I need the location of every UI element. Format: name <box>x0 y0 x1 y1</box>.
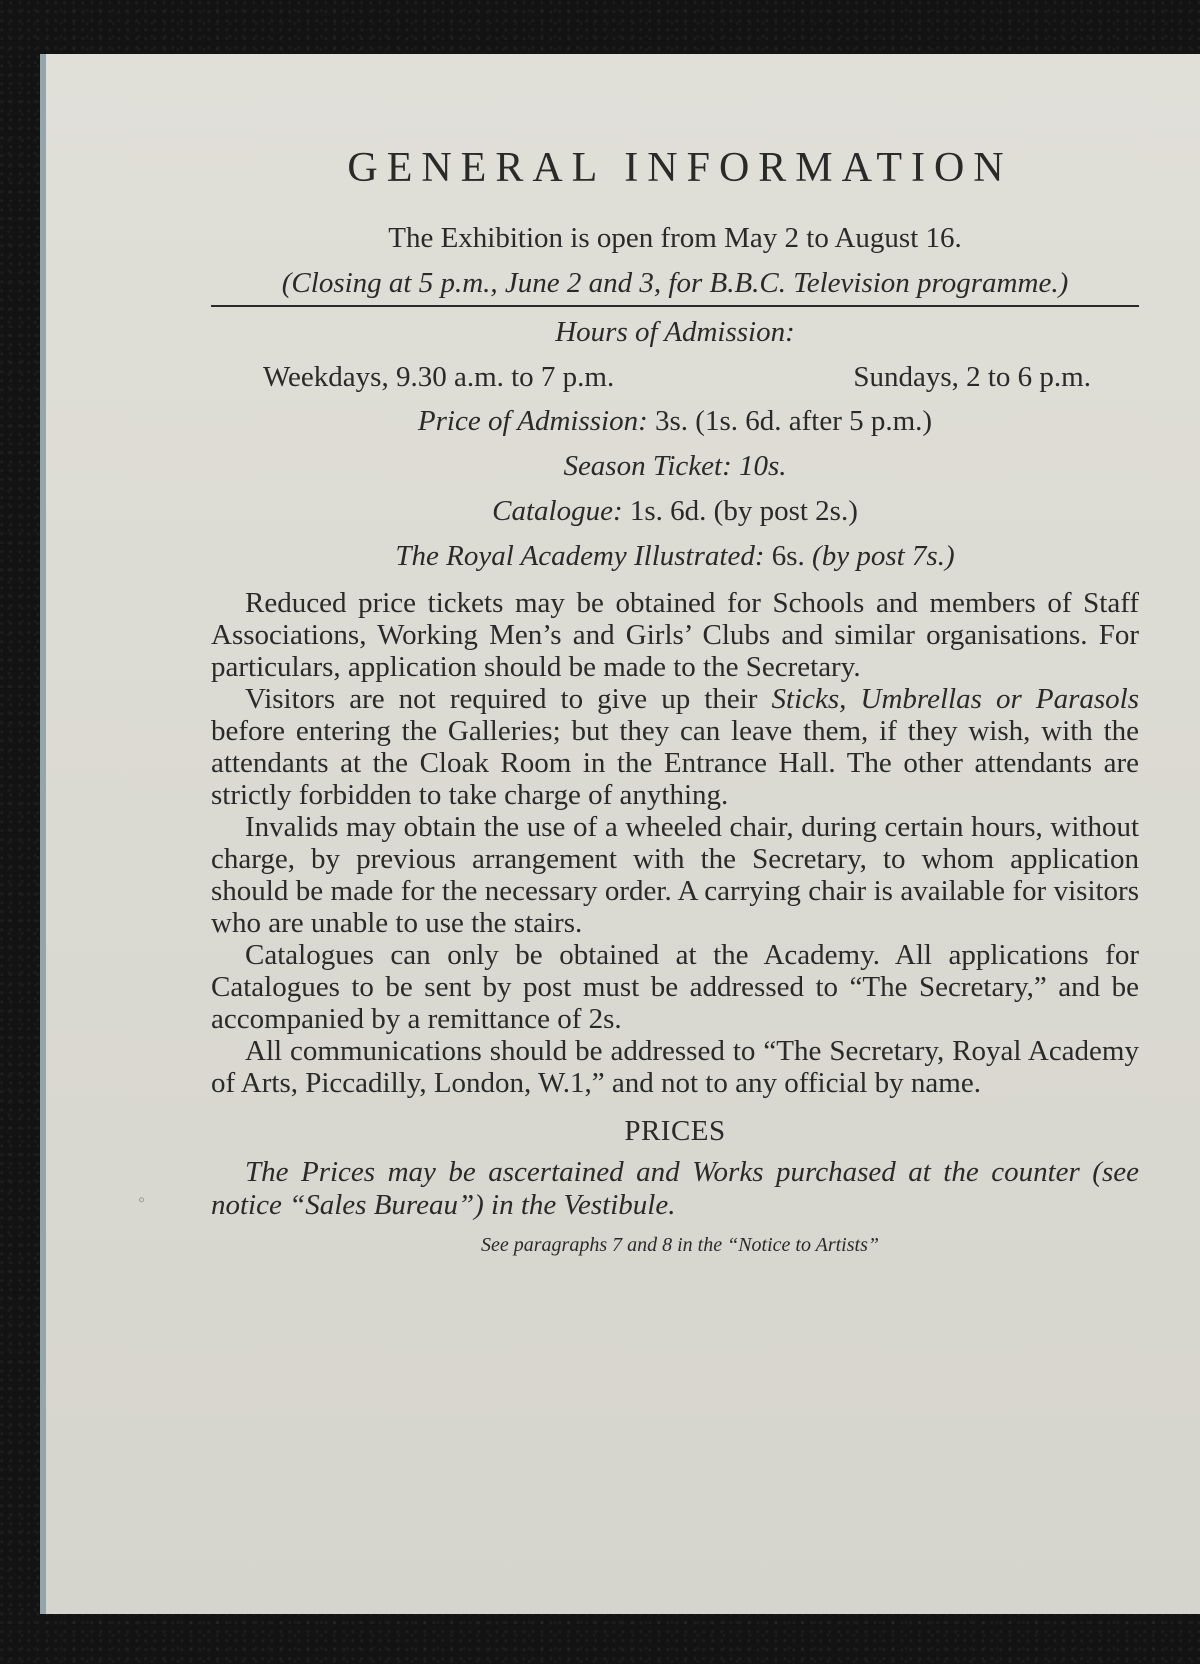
invalids-paragraph: Invalids may obtain the use of a wheeled chair, during certain hours, without charge, by previous arrangement with the Secretary, to whom application should be made for the necessary order. A carrying chair is available for visitors who are unable to use the stairs. <box>211 811 1139 939</box>
prices-heading: PRICES <box>624 1115 726 1147</box>
illustrated-value: 6s. <box>771 540 805 572</box>
sunday-hours: Sundays, 2 to 6 p.m. <box>853 361 1091 393</box>
communications-paragraph: All communications should be addressed to “The Secretary, Royal Academy of Arts, Piccadilly, London, W.1,” and not to any official by name. <box>211 1035 1139 1099</box>
paper-speck: ◦ <box>138 1189 146 1211</box>
admission-price-value: 3s. <box>655 405 689 437</box>
hours-heading: Hours of Admission: <box>555 316 795 348</box>
admission-price-after: (1s. 6d. after 5 p.m.) <box>695 405 933 437</box>
illustrated-post: (by post 7s.) <box>812 540 955 572</box>
visitors-paragraph <box>211 683 1139 811</box>
admission-price <box>211 399 1139 444</box>
catalogue-value: 1s. 6d. <box>629 495 707 527</box>
visitors-text-start: Visitors are not required to give up their <box>245 683 772 715</box>
footnote: See paragraphs 7 and 8 in the “Notice to Artists” <box>481 1234 879 1256</box>
weekday-hours: Weekdays, 9.30 a.m. to 7 p.m. <box>263 361 615 393</box>
season-ticket-label: Season Ticket: <box>563 450 732 482</box>
visitors-text-end: before entering the Galleries; but they can leave them, if they wish, with the attendants at the Cloak Room in the Entrance Hall. The other attendants are strictly forbidden to take charge of anything. <box>211 715 1139 811</box>
hours-row <box>211 355 1139 399</box>
season-ticket-value: 10s. <box>739 450 787 482</box>
catalogue-price <box>211 489 1139 534</box>
illustrated-label: The Royal Academy Illustrated: <box>395 540 765 572</box>
admission-price-label: Price of Admission: <box>417 405 648 437</box>
illustrated-price <box>211 534 1139 579</box>
reduced-price-paragraph: Reduced price tickets may be obtained for Schools and members of Staff Associations, Working Men’s and Girls’ Clubs and similar organisations. For particulars, application should be made to the Secretary. <box>211 587 1139 683</box>
prices-paragraph: The Prices may be ascertained and Works purchased at the counter (see notice “Sales Bureau”) in the Vestibule. <box>211 1156 1139 1221</box>
catalogue-page <box>40 54 1200 1614</box>
closing-notice: (Closing at 5 p.m., June 2 and 3, for B.B.C. Television programme.) <box>211 261 1139 307</box>
catalogue-label: Catalogue: <box>492 495 623 527</box>
visitors-items: Sticks, Umbrellas or Parasols <box>771 683 1139 715</box>
exhibition-dates: The Exhibition is open from May 2 to August 16. <box>388 222 962 254</box>
season-ticket <box>211 444 1139 489</box>
catalogue-post: (by post 2s.) <box>713 495 858 527</box>
catalogues-paragraph: Catalogues can only be obtained at the Academy. All applications for Catalogues to be sent by post must be addressed to “The Secretary,” and be accompanied by a remittance of 2s. <box>211 939 1139 1035</box>
general-information-section <box>211 144 1139 1257</box>
page-title: GENERAL INFORMATION <box>347 145 1013 191</box>
